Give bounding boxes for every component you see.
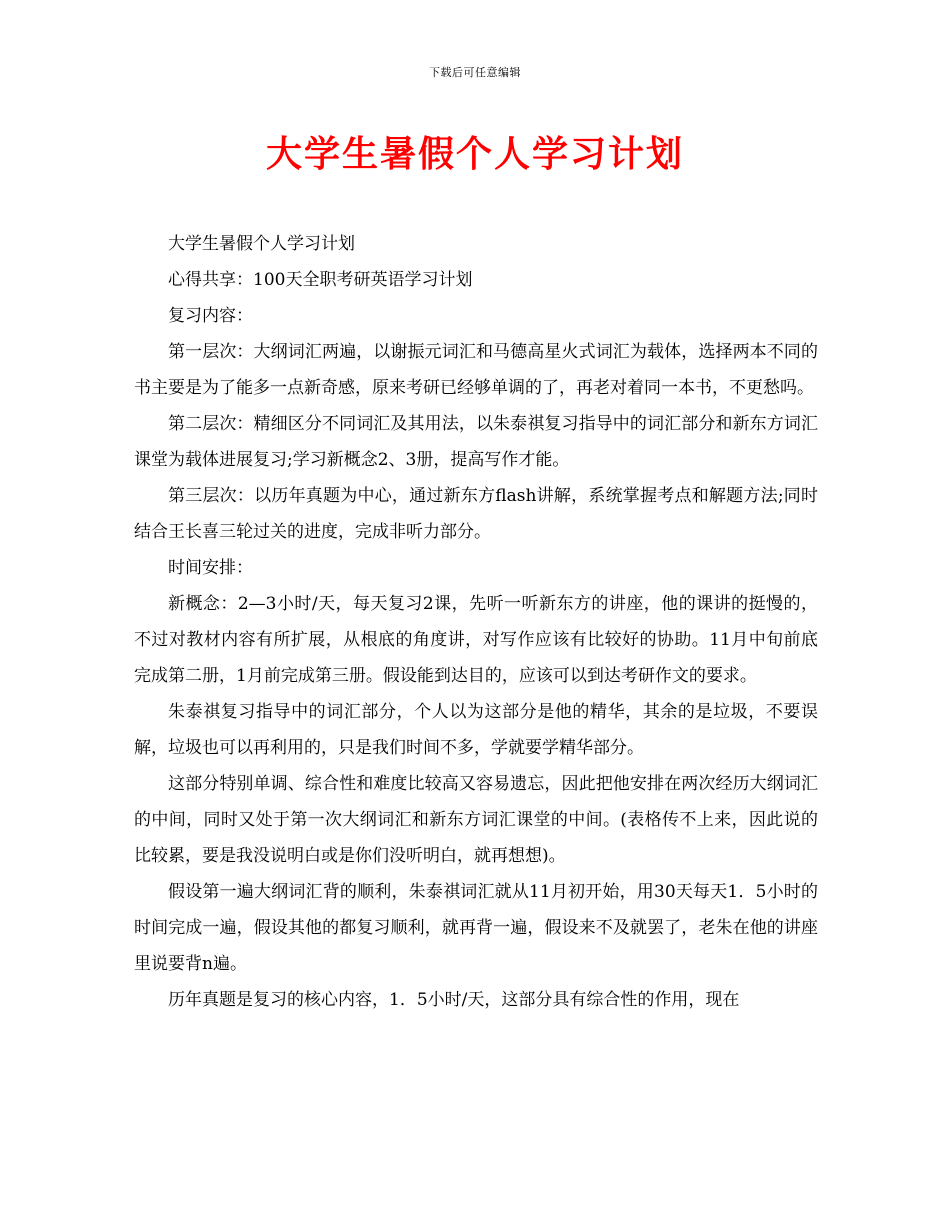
paragraph-share: 心得共享：100天全职考研英语学习计划 (168, 270, 473, 290)
paragraph-past-exams: 历年真题是复习的核心内容，1．5小时/天，这部分具有综合性的作用，现在 (168, 990, 740, 1010)
paragraph-level-three: 第三层次：以历年真题为中心，通过新东方flash讲解，系统掌握考点和解题方法;同时结合王长喜三轮过关的进度，完成非听力部分。 (134, 486, 818, 542)
document-body (134, 226, 818, 1018)
paragraph-level-two: 第二层次：精细区分不同词汇及其用法，以朱泰祺复习指导中的词汇部分和新东方词汇课堂为载体进展复习;学习新概念2、3册，提高写作才能。 (134, 414, 818, 470)
paragraph-vocab-section: 朱泰祺复习指导中的词汇部分，个人以为这部分是他的精华，其余的是垃圾，不要误解，垃圾也可以再利用的，只是我们时间不多，学就要学精华部分。 (134, 702, 818, 758)
document-title: 大学生暑假个人学习计划 (265, 133, 684, 175)
paragraph-subtitle: 大学生暑假个人学习计划 (168, 234, 355, 254)
paragraph-review-heading: 复习内容： (168, 306, 253, 326)
paragraph-vocab-plan: 假设第一遍大纲词汇背的顺利，朱泰祺词汇就从11月初开始，用30天每天1．5小时的时间完成一遍，假设其他的都复习顺利，就再背一遍，假设来不及就罢了，老朱在他的讲座里说要背n遍。 (134, 882, 818, 974)
paragraph-level-one: 第一层次：大纲词汇两遍，以谢振元词汇和马德高星火式词汇为载体，选择两本不同的书主要是为了能多一点新奇感，原来考研已经够单调的了，再老对着同一本书，不更愁吗。 (134, 342, 818, 398)
paragraph-vocab-difficulty: 这部分特别单调、综合性和难度比较高又容易遗忘，因此把他安排在两次经历大纲词汇的中间，同时又处于第一次大纲词汇和新东方词汇课堂的中间。(表格传不上来，因此说的比较累，要是我没说明白或是你们没听明白，就再想想)。 (134, 774, 818, 866)
header-note: 下载后可任意编辑 (429, 66, 521, 79)
paragraph-schedule-heading: 时间安排： (168, 558, 253, 578)
paragraph-new-concept: 新概念：2—3小时/天，每天复习2课，先听一听新东方的讲座，他的课讲的挺慢的，不过对教材内容有所扩展，从根底的角度讲，对写作应该有比较好的协助。11月中旬前底完成第二册，1月前完成第三册。假设能到达目的，应该可以到达考研作文的要求。 (134, 594, 818, 686)
